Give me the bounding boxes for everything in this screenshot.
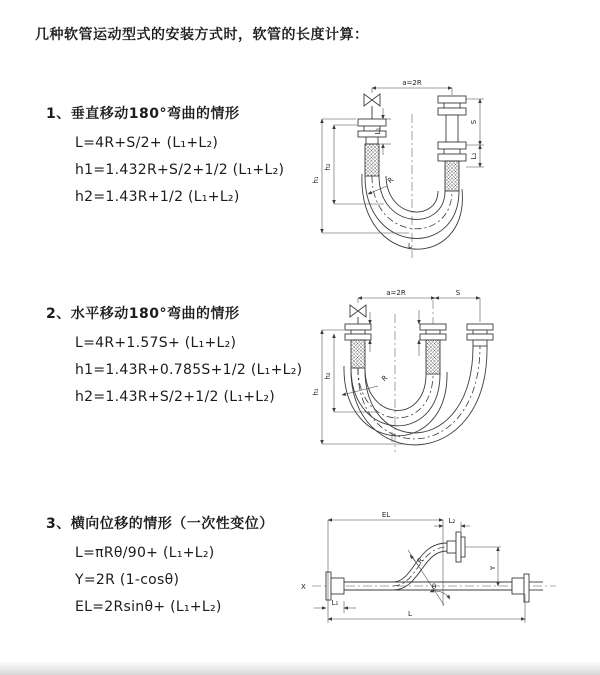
dim-label-span: a=2R [386,289,406,297]
section-3-heading: 3、横向位移的情形（一次性变位） [46,516,274,532]
formula-h2: h2=1.43R+S/2+1/2 (L₁+L₂) [75,389,276,405]
right-flange-fitting [512,574,543,602]
dimension-length [328,594,525,623]
formula-h2: h2=1.43R+1/2 (L₁+L₂) [75,189,240,205]
diagram-horizontal-180-bend [312,284,600,472]
dim-label-h1: h₁ [312,388,320,396]
formula-length: L=4R+S/2+ (L₁+L₂) [75,135,219,151]
hose-u-bend-shifted [351,346,487,445]
dimension-l2 [434,517,470,531]
page-title: 几种软管运动型式的安装方式时，软管的长度计算： [35,27,369,43]
dimension-y [489,547,498,586]
left-pipe-fitting [358,119,386,176]
middle-pipe-fitting [420,324,446,374]
section-2-heading: 2、水平移动180°弯曲的情形 [46,306,240,322]
section-2-text [46,303,326,411]
valve-icon [350,305,366,324]
dimension-l2 [470,145,480,167]
dimension-h2 [324,334,377,412]
diagram-lateral-offset [298,502,598,645]
dimension-l1 [314,599,356,613]
hose-u-bend-initial [344,366,447,436]
dim-label-h2: h₂ [324,163,332,171]
dim-label-span: a=2R [402,79,422,87]
dimension-el [328,511,443,623]
dim-label-el: EL [381,511,391,519]
angle-theta [408,550,450,605]
left-flange-fitting [326,572,344,600]
dim-label-theta: θ [431,583,437,591]
dim-label-radius: R [380,373,390,384]
formula-h1: h1=1.432R+S/2+1/2 (L₁+L₂) [75,162,285,178]
displaced-flange-fitting [447,532,501,562]
dim-label-l2: L₂ [448,517,456,525]
dimension-s [435,289,480,322]
dim-label-l1: L₁ [331,599,339,607]
formula-y: Y=2R (1-cosθ) [75,572,180,588]
page-bottom-edge [0,661,600,675]
fitting-length-arrows [370,310,419,356]
dim-label-h1: h₁ [312,176,320,184]
dim-label-l2: L₂ [470,152,478,160]
valve-icon [364,94,380,119]
centerline [395,300,433,452]
dim-label-radius: R [415,556,426,566]
formula-el: EL=2Rsinθ+ (L₁+L₂) [75,599,222,615]
formula-h1: h1=1.43R+0.785S+1/2 (L₁+L₂) [75,362,303,378]
right-pipe-fitting [438,96,466,191]
dim-label-s: S [455,289,461,297]
diagram-vertical-180-bend [312,70,600,262]
shifted-pipe-fitting [467,324,493,346]
left-pipe-fitting [345,324,371,368]
section-1-text [46,103,326,211]
dimension-span [358,289,435,303]
dim-label-radius: R [386,175,396,186]
section-3-text [46,513,326,621]
dim-label-y: Y [489,565,497,571]
section-1-heading: 1、垂直移动180°弯曲的情形 [46,106,240,122]
dim-label-length: L [408,610,412,618]
dim-label-s: S [470,119,478,125]
dim-label-x: X [301,583,306,591]
dimension-span [372,79,452,95]
formula-length: L=4R+1.57S+ (L₁+L₂) [75,335,237,351]
dim-label-length: L [408,242,412,250]
formula-length: L=πRθ/90+ (L₁+L₂) [75,545,215,561]
dim-label-l1: L₁ [374,127,382,135]
dim-label-h2: h₂ [324,372,332,380]
hose-s-curve [393,543,456,590]
